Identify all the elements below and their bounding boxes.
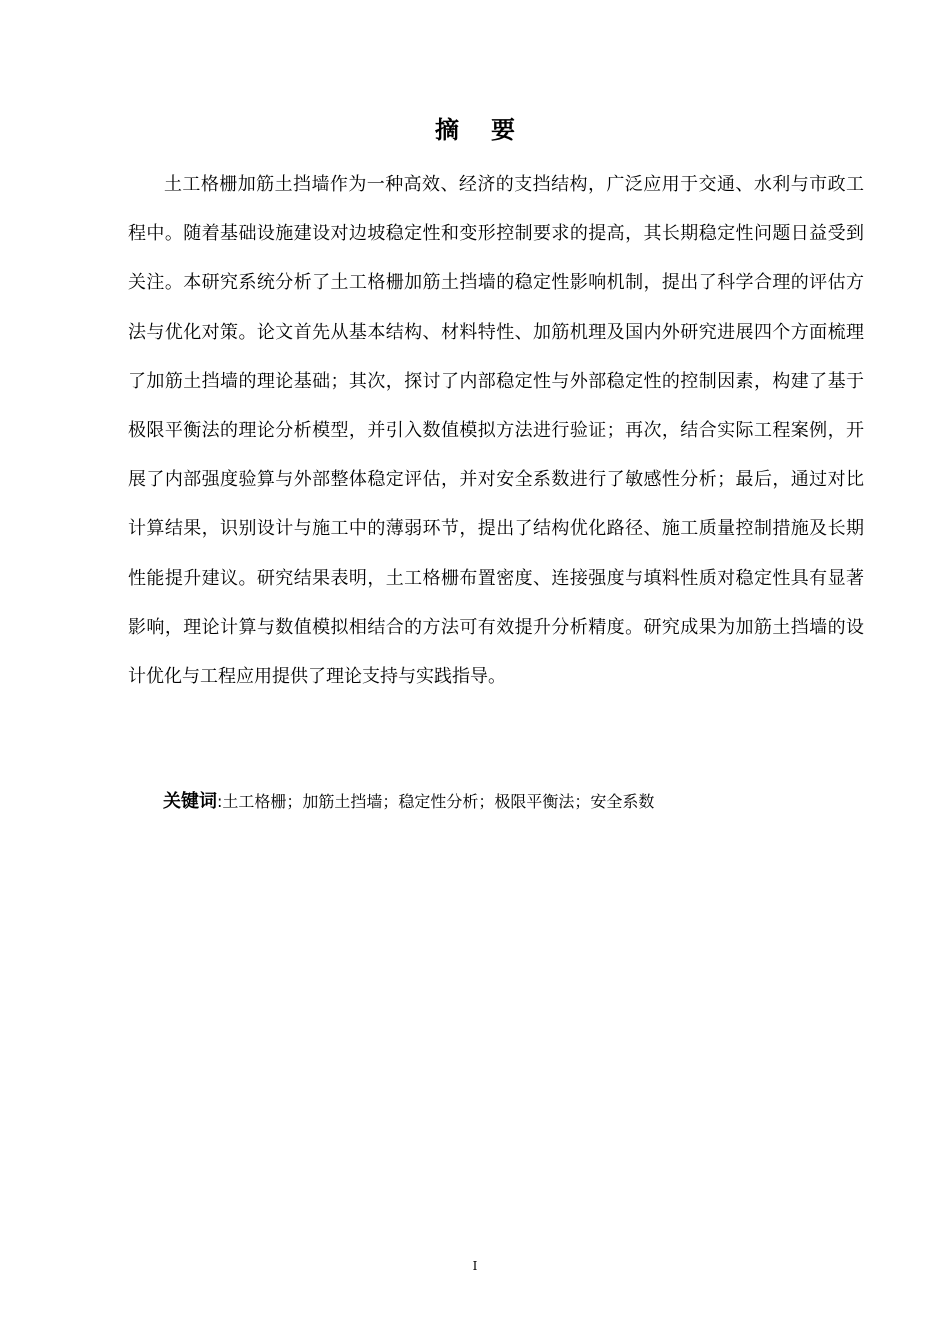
keywords-label: 关键词 [163, 791, 217, 812]
abstract-title-char-2: 要 [491, 116, 515, 144]
keywords-line [163, 786, 863, 818]
keywords-values: 土工格栅；加筋土挡墙；稳定性分析；极限平衡法；安全系数 [222, 792, 655, 811]
abstract-title [0, 112, 950, 148]
abstract-body: 土工格栅加筋土挡墙作为一种高效、经济的支挡结构，广泛应用于交通、水利与市政工程中。随着基础设施建设对边坡稳定性和变形控制要求的提高，其长期稳定性问题日益受到关注。本研究系统分析了土工格栅加筋土挡墙的稳定性影响机制，提出了科学合理的评估方法与优化对策。论文首先从基本结构、材料特性、加筋机理及国内外研究进展四个方面梳理了加筋土挡墙的理论基础；其次，探讨了内部稳定性与外部稳定性的控制因素，构建了基于极限平衡法的理论分析模型，并引入数值模拟方法进行验证；再次，结合实际工程案例，开展了内部强度验算与外部整体稳定评估，并对安全系数进行了敏感性分析；最后，通过对比计算结果，识别设计与施工中的薄弱环节，提出了结构优化路径、施工质量控制措施及长期性能提升建议。研究结果表明，土工格栅布置密度、连接强度与填料性质对稳定性具有显著影响，理论计算与数值模拟相结合的方法可有效提升分析精度。研究成果为加筋土挡墙的设计优化与工程应用提供了理论支持与实践指导。 [128, 174, 864, 688]
keywords-separator: : [217, 792, 223, 811]
abstract-title-char-1: 摘 [435, 116, 459, 144]
page-number: I [472, 1259, 478, 1273]
